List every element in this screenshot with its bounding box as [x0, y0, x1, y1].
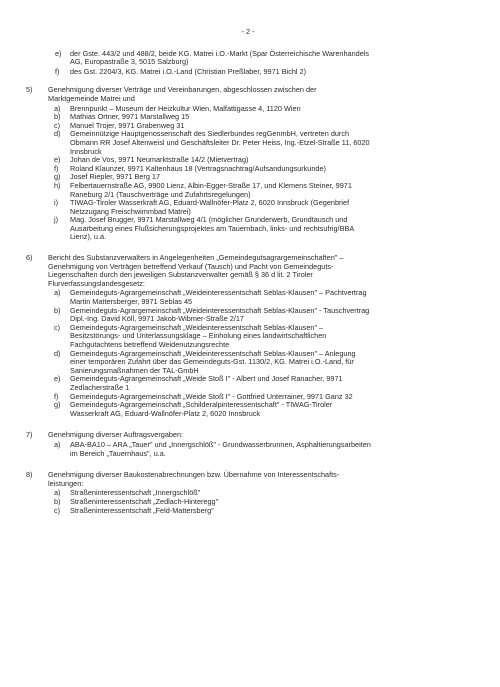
item-label: g) [54, 400, 61, 410]
agenda-item-8 [26, 471, 470, 515]
text-line: Straßeninteressentschaft „Feld-Mattersberg" [70, 505, 214, 515]
text-line: Gemeindeguts-Agrargemeinschaft „Weideinteressentschaft Seblas-Klausen" – Pachtvertrag [70, 288, 367, 298]
text-line: Sanierungsmaßnahmen der TAL-GmbH [70, 365, 199, 375]
text-line: Flurverfassungslandesgesetz: [48, 278, 145, 288]
text-line: Genehmigung diverser Verträge und Vereinbarungen, abgeschlossen zwischen der [48, 85, 317, 95]
agenda-item-6 [26, 254, 470, 418]
list-item [48, 441, 470, 458]
text-line: leistungen: [48, 478, 84, 488]
text-line: Gemeindeguts-Agrargemeinschaft „Weideinteressentschaft Seblas-Klausen" – [70, 322, 324, 332]
item-label: g) [54, 172, 61, 182]
text-line: Bericht des Substanzverwalters in Angelegenheiten „Gemeindegutsagrargemeinschaften" – [48, 253, 344, 263]
item-label: e) [55, 48, 62, 58]
text-line: Mathias Ortner, 9971 Marstallweg 15 [70, 112, 190, 122]
text-line: Roland Klaunzer, 9971 Kaltenhaus 18 (Vertragsnachtrag/Aufsandungsurkunde) [70, 163, 326, 173]
list-item [48, 507, 470, 516]
text-line: Fachgutachtens betreffend Weidenutzungsrechte [70, 340, 230, 349]
agenda-item-number: 8) [26, 470, 33, 480]
list-item [26, 50, 470, 67]
item-label: b) [54, 305, 61, 315]
item-label: e) [54, 155, 61, 165]
text-line: TIWAG-Tiroler Wasserkraft AG, Eduard-Wallnöfer-Platz 2, 6020 Innsbruck (Gegenbrief [70, 198, 350, 208]
agenda-item-5 [26, 86, 470, 242]
item-label: c) [54, 322, 61, 332]
text-line: Josef Riepler, 9971 Berg 17 [70, 172, 161, 182]
agenda-item-number: 7) [26, 430, 33, 440]
item-label: e) [54, 374, 61, 384]
text-line: Obmann RR Josef Altenweisl und Geschäftsleiter Dr. Peter Heiss, Ing.-Etzel-Straße 11, 6020 [70, 137, 370, 147]
item-label: f) [54, 391, 59, 401]
text-line: Gemeindeguts-Agrargemeinschaft „Weide Stoß I" - Gottfried Unterrainer, 9971 Ganz 32 [70, 391, 353, 401]
text-line: im Bereich „Tauernhaus", u.a. [70, 448, 166, 458]
list-item [48, 199, 470, 216]
text-line: Netzzugang Freischwimmbad Matrei) [70, 206, 191, 216]
item-label: a) [54, 488, 61, 498]
list-item [48, 216, 470, 242]
text-line: Martin Mattersberger, 9971 Seblas 45 [70, 297, 193, 307]
item-label: f) [55, 66, 60, 76]
text-line: Genehmigung von Verträgen betreffend Verkauf (Tausch) und Pacht von Gemeindeguts- [48, 261, 334, 271]
text-line: Ausarbeitung eines Flußsicherungsprojektes am Tauernbach, links- und rechtsufrig/BBA [70, 223, 355, 233]
agenda-item-number: 6) [26, 253, 33, 263]
text-line: Gemeinnützige Hauptgenossenschaft des Siedlerbundes regGenmbH, vertreten durch [70, 129, 350, 139]
item-label: d) [54, 348, 61, 358]
list-item [48, 375, 470, 392]
text-line: einer temporären Zufahrt über das Gemeindeguts-Gst. 1130/2, KG. Matrei i.O.-Land, für [70, 357, 354, 367]
text-line: der Gste. 443/2 und 488/2, beide KG. Matrei i.O.-Markt (Spar Österreichische Warenhandels [70, 48, 370, 58]
item-label: f) [54, 163, 59, 173]
text-line: Gemeindeguts-Agrargemeinschaft „Weide Stoß I" - Albert und Josef Ranacher, 9971 [70, 374, 343, 384]
continued-list [26, 50, 470, 77]
text-line: Genehmigung diverser Auftragsvergaben: [48, 430, 184, 440]
item-label: a) [54, 288, 61, 298]
text-line: Lienz), u.a. [70, 232, 107, 242]
text-line: ABA-BA10 – ARA „Tauer" und „Innergschlöß" - Grundwasserbrunnen, Asphaltierungsarbeiten [70, 439, 371, 449]
item-label: c) [54, 505, 61, 515]
text-line: Johan de Vos, 9971 Neumarktstraße 14/2 (Mietvertrag) [70, 155, 249, 165]
item-label: h) [54, 180, 61, 190]
list-item [48, 350, 470, 376]
text-line: Gemeindeguts-Agrargemeinschaft „Schilderalpinteressentschaft" - TIWAG-Tiroler [70, 400, 333, 410]
list-item [48, 182, 470, 199]
text-line: Raneburg 2/1 (Tauschverträge und Zufahrtsregelungen) [70, 189, 251, 199]
agenda-item-intro [48, 254, 470, 288]
list-item [48, 130, 470, 156]
item-label: a) [54, 103, 61, 113]
text-line: Liegenschaften durch den jeweiligen Substanzverwalter gemäß § 36 d lit. 2 Tiroler [48, 270, 313, 280]
text-line: Brennpunkt – Museum der Heizkultur Wien, Malfattigasse 4, 1120 Wien [70, 103, 301, 113]
list-item [48, 324, 470, 350]
list-item [48, 289, 470, 306]
list-item [26, 68, 470, 77]
agenda-item-intro [48, 471, 470, 488]
item-label: c) [54, 120, 61, 130]
text-line: Gemeindeguts-Agrargemeinschaft „Weideinteressentschaft Seblas-Klausen" - Tauschvertrag [70, 305, 370, 315]
item-label: d) [54, 129, 61, 139]
text-line: Zedlacherstraße 1 [70, 382, 130, 392]
page-number: - 2 - [241, 27, 255, 36]
text-line: Felbertauernstraße AG, 9900 Lienz, Albin-Egger-Straße 17, und Klemens Steiner, 9971 [70, 180, 352, 190]
item-label: a) [54, 439, 61, 449]
text-line: Mag. Josef Brugger, 9971 Marstallweg 4/1 (möglicher Grunderwerb, Grundtausch und [70, 215, 348, 225]
agenda-item-intro [48, 86, 470, 103]
item-label: b) [54, 112, 61, 122]
agenda-sections [26, 86, 470, 515]
text-line: Manuel Trojer, 9971 Grabenweg 31 [70, 120, 185, 130]
text-line: AG, Europastraße 3, 5015 Salzburg) [70, 57, 189, 67]
agenda-item-7 [26, 431, 470, 458]
item-label: j) [54, 215, 59, 225]
list-item [48, 307, 470, 324]
text-line: Genehmigung diverser Baukostenabrechnungen bzw. Übernahme von Interessentschafts- [48, 470, 340, 480]
text-line: des Gst. 2204/3, KG. Matrei i.O.-Land (Christian Preßlaber, 9971 Bichl 2) [70, 66, 307, 76]
text-line: Straßeninteressentschaft „Zedlach-Hinteregg" [70, 496, 219, 506]
item-label: b) [54, 496, 61, 506]
list-item [48, 401, 470, 418]
text-line: Dipl.-Ing. David Köll, 9971 Jakob-Wibmer-Straße 2/17 [70, 314, 244, 324]
agenda-item-intro [48, 431, 470, 440]
text-line: Marktgemeinde Matrei und [48, 93, 135, 103]
text-line: Wasserkraft AG, Eduard-Wallnöfer-Platz 2, 6020 Innsbruck [70, 408, 261, 418]
text-line: Straßeninteressentschaft „Innergschlöß" [70, 488, 201, 498]
text-line: Besitzstörungs- und Unterlassungsklage – Einholung eines landwirtschaftlichen [70, 331, 327, 341]
text-line: Gemeindeguts-Agrargemeinschaft „Weideinteressentschaft Seblas-Klausen" – Anlegung [70, 348, 356, 358]
text-line: Innsbruck [70, 146, 102, 156]
agenda-item-number: 5) [26, 85, 33, 95]
item-label: i) [54, 198, 59, 208]
